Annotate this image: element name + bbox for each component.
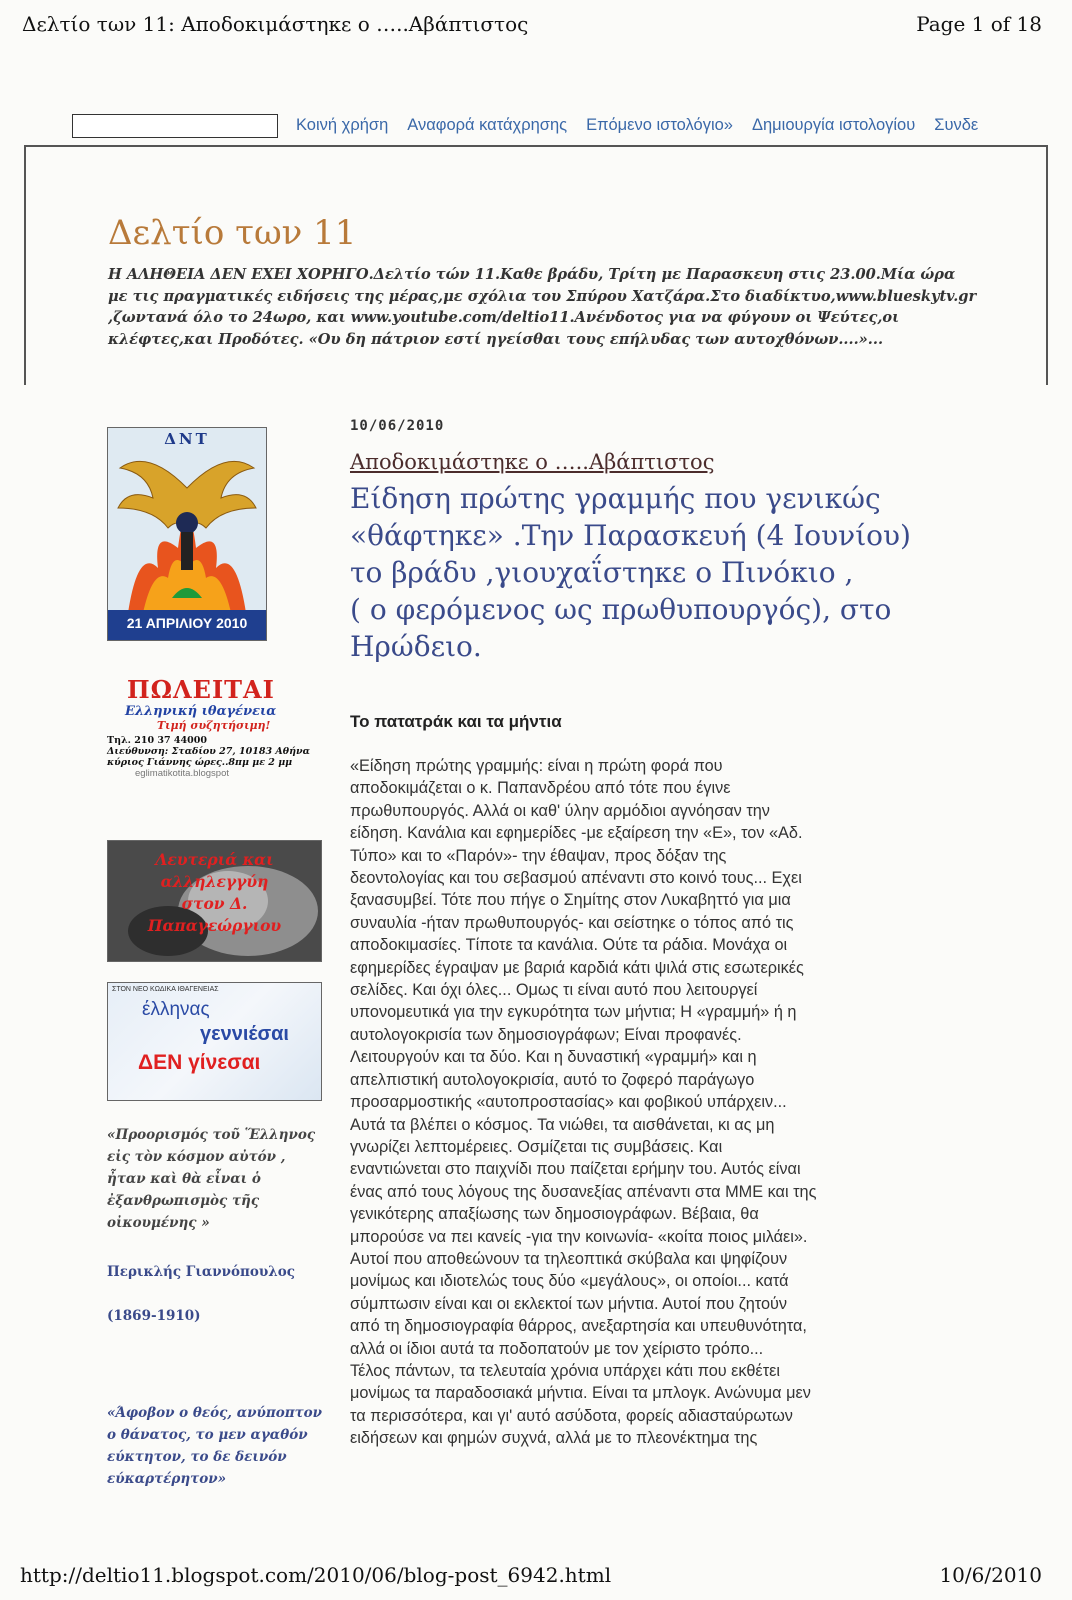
headline-line: Ηρώδειο. — [350, 630, 482, 663]
banner-top-text: ΔΝΤ — [164, 430, 210, 448]
print-footer-url: http://deltio11.blogspot.com/2010/06/blog-post_6942.html — [20, 1563, 612, 1587]
body-line: πρωθυπουργός. Αλλά οι καθ' ύλην αρμόδιοι αγνόησαν την — [350, 801, 770, 820]
ad-blog-link[interactable]: eglimatikotita.blogspot — [135, 768, 229, 779]
print-header-title: Δελτίο των 11: Αποδοκιμάστηκε ο …..Αβάπτιστος — [22, 12, 529, 36]
banner4-top: ΣΤΟΝ ΝΕΟ ΚΩΔΙΚΑ ΙΘΑΓΕΝΕΙΑΣ — [112, 986, 219, 993]
solidarity-line-3: στον Δ. — [181, 894, 248, 913]
print-footer-date: 10/6/2010 — [939, 1563, 1042, 1587]
sidebar-ad-citizenship[interactable] — [107, 675, 322, 815]
body-line: απελπιστική αυτολογοκρισία, αυτό το ζοφερό παράγωγο — [350, 1070, 755, 1089]
ad-hours: κύριος Γιάννης ώρες..8πμ με 2 μμ — [107, 757, 293, 768]
banner4-line1: έλληνας — [142, 999, 210, 1020]
body-line: «Είδηση πρώτης γραμμής: είναι η πρώτη φορά που — [350, 757, 723, 775]
post-headline — [350, 480, 990, 665]
solidarity-line-1: Λευτεριά και — [155, 850, 274, 869]
post-date: 10/06/2010 — [350, 418, 445, 434]
body-line: γνωρίζει λεπτομέρειες. Οσμίζεται τις συμβάσεις. Και — [350, 1137, 723, 1156]
headline-line: «θάφτηκε» .Την Παρασκευή (4 Ιουνίου) — [350, 519, 911, 552]
body-line: Αυτά τα βλέπει ο κόσμος. Τα νιώθει, τα αισθάνεται, κι ας μη — [350, 1115, 775, 1134]
body-line: εναντιώνεται στο παιχνίδι που παίζεται ερήμην του. Αυτός είναι — [350, 1160, 801, 1179]
body-line: μονίμως τα παραδοσιακά μήντια. Είναι τα μπλογκ. Ανώνυμα μεν — [350, 1384, 811, 1403]
blog-title[interactable]: Δελτίο των 11 — [108, 213, 357, 253]
navbar-search-box[interactable] — [72, 114, 278, 138]
sidebar-quote-2: «Άφοβον ο θεός, ανύποπτον ο θάνατος, το μεν αγαθόν εύκτητον, το δε δεινόν εύκαρτέρητον» — [107, 1405, 323, 1487]
blog-description: Η ΑΛΗΘΕΙΑ ΔΕΝ ΕΧΕΙ ΧΟΡΗΓΟ.Δελτίο τών 11.Καθε βράδυ, Τρίτη με Παρασκευη στις 23.00.Μία ώρα με τις πραγματικές ειδήσεις της μέρας,με σχόλια του Σπύρου Χατζάρα.Στο διαδίκτυο,www.blueskytv.gr ,ζωντανά όλο το 24ωρο, και www.youtube.com/deltio11.Ανένδοτος για να φύγουν οι Ψεύτες,οι κλέφτες,και Προδότες. «Ου δη πάτριον εστί ηγείσθαι τους επήλυδας των αυτοχθόνων....»... — [108, 266, 977, 348]
headline-line: Είδηση πρώτης γραμμής που γενικώς — [350, 482, 881, 515]
body-line: τα περισσότερα, και γι' αυτό ασύδοτα, φορείς αδιασταύρωτων — [350, 1406, 793, 1425]
navbar-link-report-abuse[interactable]: Αναφορά κατάχρησης — [407, 116, 568, 134]
body-line: δεοντολογίας και του σεβασμού απέναντι στο κοινό τους... Εχει — [350, 869, 802, 888]
banner-date-text: 21 ΑΠΡΙΛΙΟΥ 2010 — [126, 615, 248, 631]
solidarity-line-4: Παπαγεώργιου — [147, 916, 282, 935]
ad-note: Τιμή συζητήσιμη! — [157, 719, 271, 732]
body-line: εφημερίδες έγραψαν με βαριά καρδιά κάτι ψιλά στις εσωτερικές — [350, 958, 804, 977]
ad-title: ΠΩΛΕΙΤΑΙ — [127, 675, 275, 704]
body-line: Λειτουργούν και τα δύο. Και η δυναστική «γραμμή» και η — [350, 1048, 757, 1067]
headline-line: το βράδυ ,γιουχαΐστηκε ο Πινόκιο , — [350, 556, 854, 589]
body-line: γενικότερης απαξίωσης των δημοσιογράφων. Βέβαια, θα — [350, 1205, 759, 1224]
solidarity-line-2: αλληλεγγύη — [160, 872, 269, 891]
sidebar-quote-1: «Προορισμός τοῦ Ἕλληνος εἰς τὸν κόσμον αὐτόν , ἦταν καὶ θὰ εἶναι ὁ ἐξανθρωπισμὸς τῆς οἰκουμένης » — [107, 1127, 316, 1231]
print-page-number: Page 1 of 18 — [916, 12, 1042, 36]
body-line: αποδοκιμασίες. Τίποτε τα κανάλια. Ούτε τα ράδια. Μονάχα οι — [350, 936, 788, 955]
body-line: είδηση. Κανάλια και εφημερίδες -με εξαίρεση την «Ε», τον «Αδ. — [350, 824, 803, 843]
navbar-link-share[interactable]: Κοινή χρήση — [296, 116, 389, 134]
body-line: υπονομευτικά για την εγκυρότητα των μήντια; Η «γραμμή» ή η — [350, 1003, 797, 1022]
body-line: σελίδες. Και όχι όλες... Ομως τι είναι αυτό που λειτουργεί — [350, 981, 758, 1000]
body-line: αλλά οι ίδιοι αυτά τα ποδοπατούν με τον χείριστο τρόπο... — [350, 1339, 764, 1358]
body-line: μπορούσε να πει κανείς -για την κοινωνία- «κοίτα ποιος μιλάει». — [350, 1227, 808, 1246]
sidebar-quote-years: (1869-1910) — [107, 1308, 201, 1324]
body-line: αυτολογοκρισία των δημοσιογράφων; Είναι προφανές. — [350, 1025, 742, 1044]
ad-address: Διεύθυνση: Σταδίου 27, 10183 Αθήνα — [107, 746, 310, 757]
sidebar-quote-author: Περικλής Γιαννόπουλος — [107, 1264, 295, 1280]
ad-subtitle: Ελληνική ιθαγένεια — [125, 704, 277, 719]
banner4-line3: ΔΕΝ γίνεσαι — [138, 1051, 261, 1074]
body-line: ειδήσεων και φημών συχνά, αλλά με το πλεονέκτημα της — [350, 1429, 758, 1448]
body-line: αποδοκιμάζεται ο κ. Παπανδρέου από τότε που έγινε — [350, 779, 731, 798]
sidebar-banner-greek[interactable] — [107, 982, 322, 1101]
body-line: Τύπο» και το «Παρόν»- την έθαψαν, προς δόξαν της — [350, 846, 727, 865]
sidebar-banner-solidarity[interactable] — [107, 840, 322, 962]
body-line: σύμπτωσιν είναι και οι εκλεκτοί των μήντια. Αυτοί που ζητούν — [350, 1294, 788, 1313]
navbar-link-sign-in[interactable]: Συνδε — [934, 116, 979, 134]
post-body — [350, 755, 970, 1450]
body-line: από τη δημοσιογραφία θάρρος, ανεξαρτησία και υπευθυνότητα, — [350, 1317, 807, 1336]
navbar-link-create-blog[interactable]: Δημιουργία ιστολογίου — [751, 116, 916, 134]
body-line: συναυλία -ήταν πρωθυπουργός- και σείστηκε ο τόπος από τις — [350, 913, 794, 932]
body-line: ξανασυμβεί. Τότε που πήγε ο Σημίτης στον Λυκαβηττό για μια — [350, 891, 791, 910]
navbar-links — [296, 116, 1056, 135]
body-line: Τέλος πάντων, τα τελευταία χρόνια υπάρχει κάτι που εκθέτει — [350, 1361, 780, 1380]
post-subheading: Το πατατράκ και τα μήντια — [350, 712, 562, 731]
phoenix-emblem-icon — [108, 428, 266, 640]
headline-line: ( ο φερόμενος ως πρωθυπουργός), στο — [350, 593, 892, 626]
sidebar-banner-phoenix[interactable] — [107, 427, 267, 641]
ad-phone: Τηλ. 210 37 44000 — [107, 735, 207, 746]
body-line: μονίμως και ιδιοτελώς τους δύο «μεγάλους», οι οποίοι... κατά — [350, 1272, 789, 1291]
body-line: Αυτοί που αποθεώνουν τα τηλεοπτικά σκύβαλα και ψηφίζουν — [350, 1249, 788, 1268]
post-title[interactable]: Αποδοκιμάστηκε ο …..Αβάπτιστος — [350, 450, 715, 474]
navbar-link-next-blog[interactable]: Επόμενο ιστολόγιο» — [586, 116, 733, 134]
banner4-line2: γεννιέσαι — [200, 1023, 289, 1045]
body-line: ένας από τους λόγους της δυσανεξίας απέναντι στα ΜΜΕ και της — [350, 1182, 817, 1201]
body-line: προσαρμοστικής «αυτοπροστασίας» και φοβικού υπάρχειν... — [350, 1093, 787, 1112]
solidarity-text — [108, 849, 321, 937]
